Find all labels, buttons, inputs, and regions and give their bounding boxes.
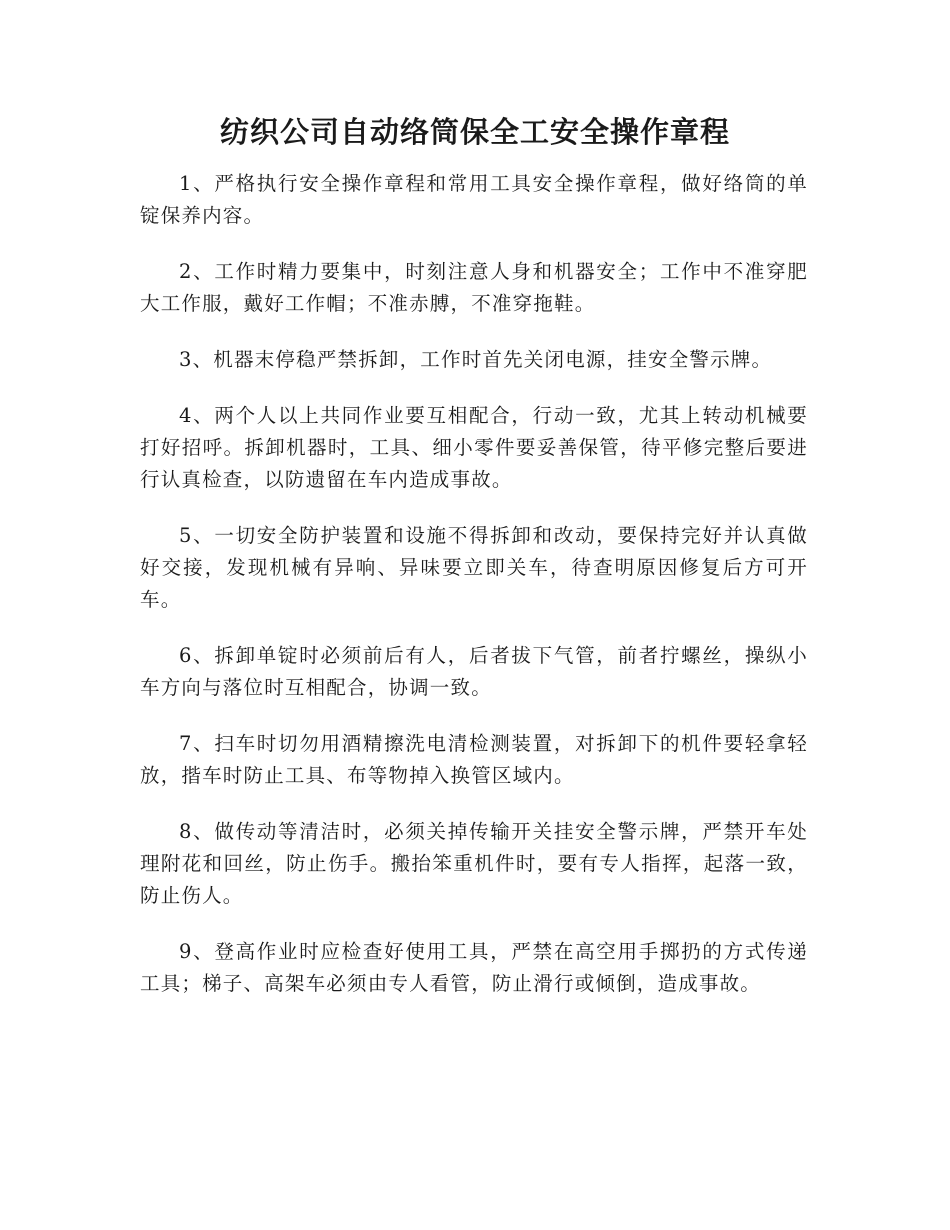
paragraph-rule-8: 8、做传动等清洁时，必须关掉传输开关挂安全警示牌，严禁开车处理附花和回丝，防止伤手。搬抬笨重机件时，要有专人指挥，起落一致，防止伤人。 bbox=[140, 820, 808, 907]
paragraph-rule-7: 7、扫车时切勿用酒精擦洗电清检测装置，对拆卸下的机件要轻拿轻放，揩车时防止工具、布等物掉入换管区域内。 bbox=[140, 732, 808, 787]
paragraph-rule-2: 2、工作时精力要集中，时刻注意人身和机器安全；工作中不准穿肥大工作服，戴好工作帽；不准赤膊，不准穿拖鞋。 bbox=[140, 260, 808, 315]
paragraph-rule-6: 6、拆卸单锭时必须前后有人，后者拔下气管，前者拧螺丝，操纵小车方向与落位时互相配合，协调一致。 bbox=[140, 644, 808, 699]
document-title: 纺织公司自动络筒保全工安全操作章程 bbox=[219, 115, 730, 149]
document-body bbox=[140, 168, 808, 1024]
paragraph-rule-9: 9、登高作业时应检查好使用工具，严禁在高空用手掷扔的方式传递工具；梯子、高架车必须由专人看管，防止滑行或倾倒，造成事故。 bbox=[140, 940, 808, 995]
paragraph-rule-5: 5、一切安全防护装置和设施不得拆卸和改动，要保持完好并认真做好交接，发现机械有异响、异味要立即关车，待查明原因修复后方可开车。 bbox=[140, 524, 808, 611]
paragraph-rule-4: 4、两个人以上共同作业要互相配合，行动一致，尤其上转动机械要打好招呼。拆卸机器时，工具、细小零件要妥善保管，待平修完整后要进行认真检查，以防遗留在车内造成事故。 bbox=[140, 404, 808, 491]
paragraph-rule-3: 3、机器末停稳严禁拆卸，工作时首先关闭电源，挂安全警示牌。 bbox=[179, 348, 773, 371]
paragraph-rule-1: 1、严格执行安全操作章程和常用工具安全操作章程，做好络筒的单锭保养内容。 bbox=[140, 172, 808, 227]
